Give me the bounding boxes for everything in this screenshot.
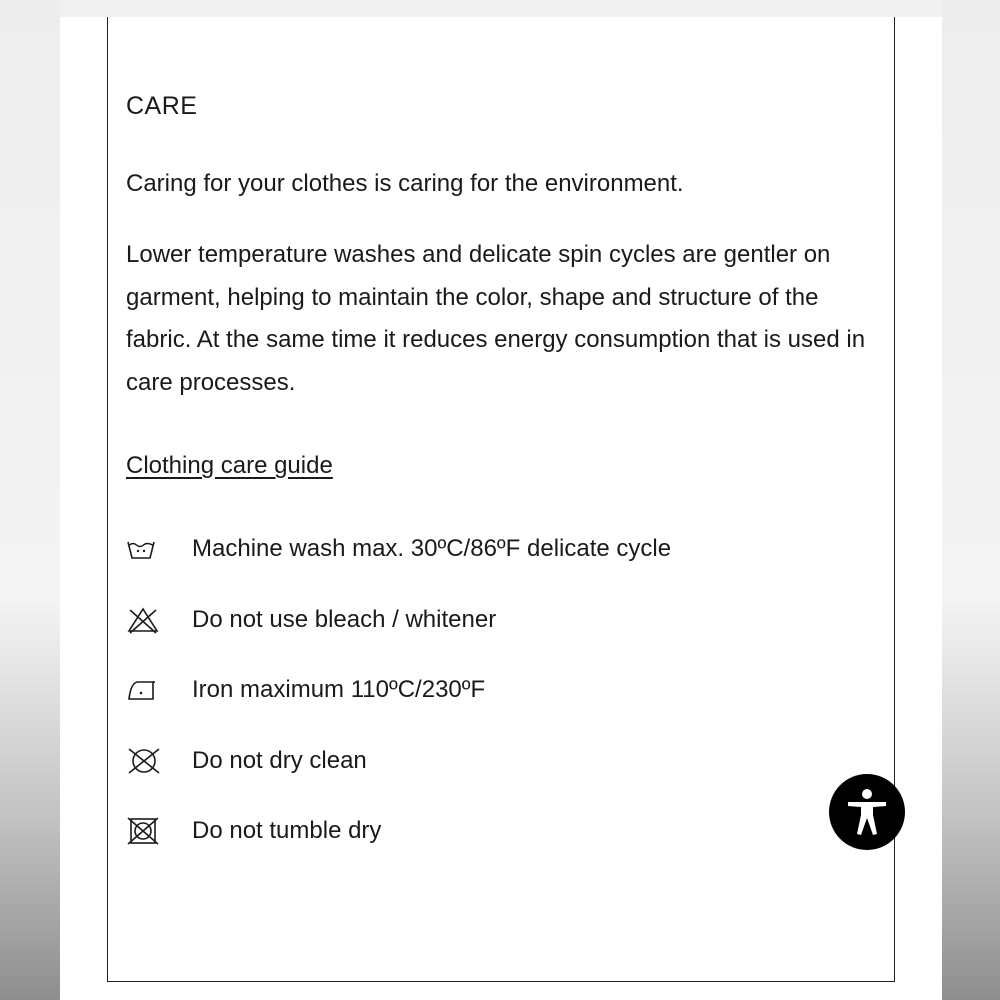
accessibility-button[interactable] [829,774,905,850]
machine-wash-30-icon [126,533,166,565]
care-label-bleach: Do not use bleach / whitener [192,605,497,633]
care-description: Lower temperature washes and delicate spin cycles are gentler on garment, helping to maintain the color, shape and structure of the fabric. At the same time it reduces energy consumption that is used in care processes. [126,241,866,396]
care-item-iron [126,655,671,726]
care-item-bleach [126,585,671,656]
top-strip [60,0,942,17]
care-label-wash: Machine wash max. 30ºC/86ºF delicate cycle [192,535,672,563]
care-instructions-list [126,514,671,867]
clothing-care-guide-link[interactable]: Clothing care guide [126,452,333,479]
care-label-tumble: Do not tumble dry [192,817,382,845]
care-item-dry-clean [126,726,671,797]
iron-low-icon [126,674,166,706]
care-item-wash [126,514,671,585]
care-label-dry-clean: Do not dry clean [192,746,367,774]
section-title: CARE [126,92,198,120]
care-intro: Caring for your clothes is caring for the environment. [126,170,684,197]
care-item-tumble [126,796,671,867]
no-tumble-dry-icon [126,815,166,847]
no-dry-clean-icon [126,745,166,777]
accessibility-icon [845,787,889,837]
no-bleach-icon [126,604,166,636]
care-label-iron: Iron maximum 110ºC/230ºF [192,676,486,704]
